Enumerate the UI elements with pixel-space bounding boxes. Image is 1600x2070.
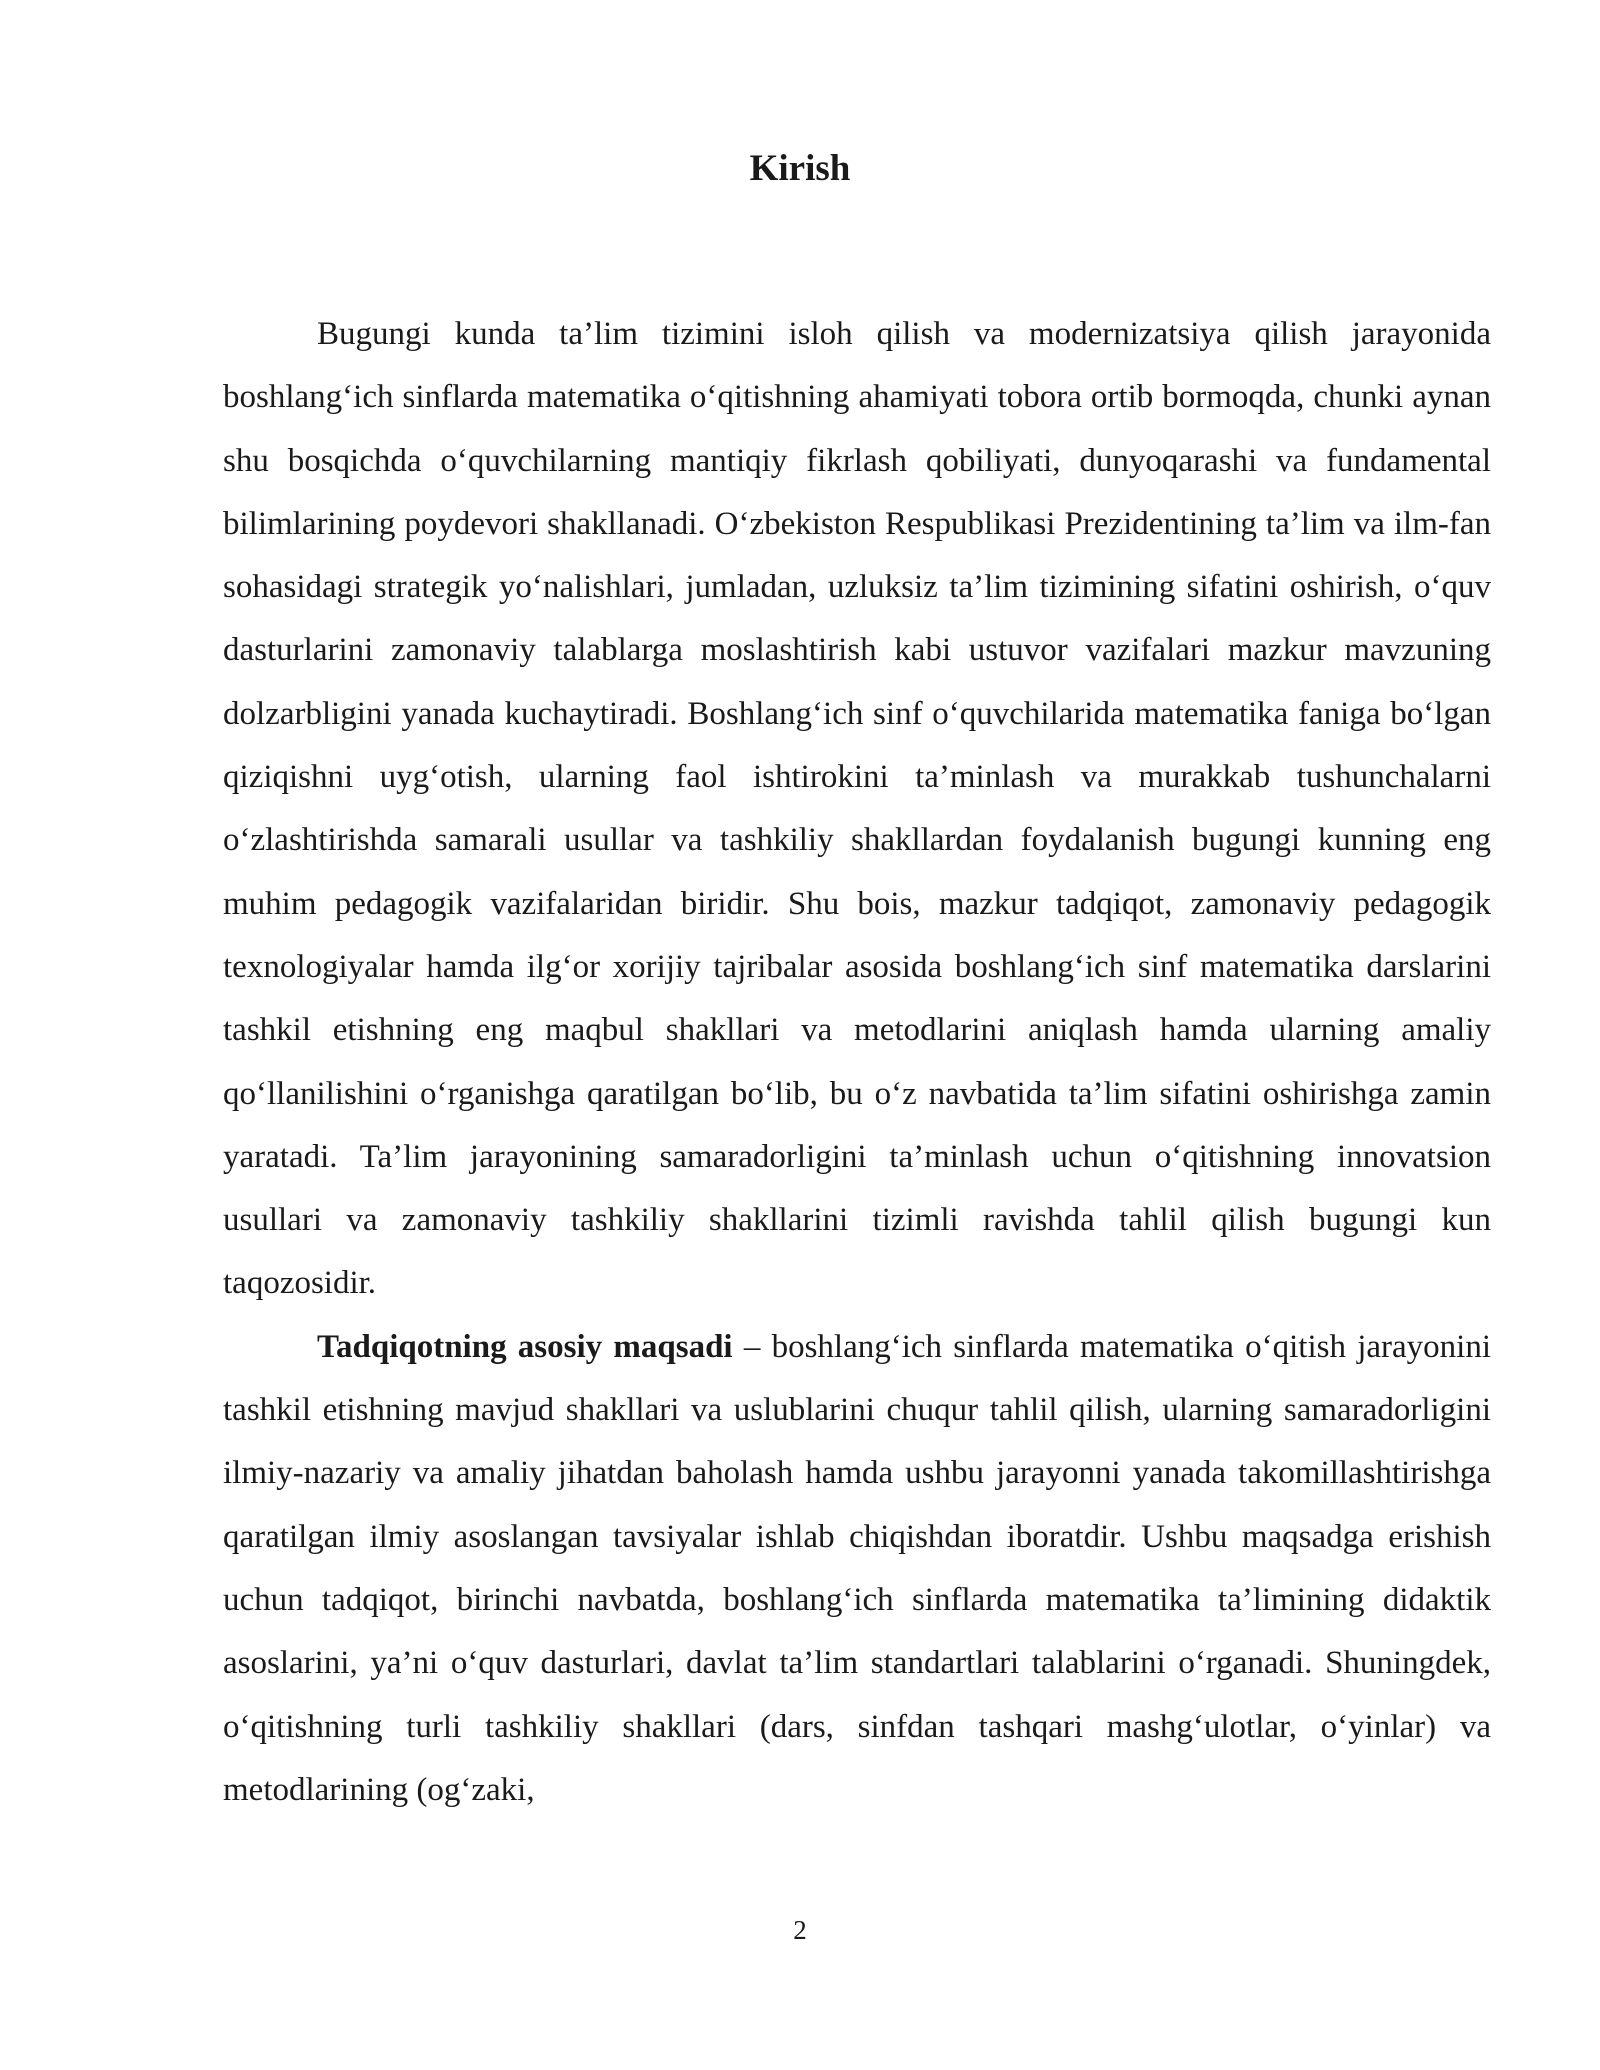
paragraph-lead-bold: Tadqiqotning asosiy maqsadi	[317, 1328, 733, 1365]
page-number: 2	[793, 1915, 807, 1945]
paragraph-research-goal	[223, 1316, 1491, 1822]
paragraph-text: – boshlang‘ich sinflarda matematika o‘qitish jarayonini tashkil etishning mavjud shakllari va uslublarini chuqur tahlil qilish, ularning samaradorligini ilmiy-nazariy va amaliy jihatdan baholash hamda ushbu jarayonni yanada takomillashtirishga qaratilgan ilmiy asoslangan tavsiyalar ishlab chiqishdan iboratdir. Ushbu maqsadga erishish uchun tadqiqot, birinchi navbatda, boshlang‘ich sinflarda matematika ta’limining didaktik asoslarini, ya’ni o‘quv dasturlari, davlat ta’lim standartlari talablarini o‘rganadi. Shuningdek, o‘qitishning turli tashkiliy shakllari (dars, sinfdan tashqari mashg‘ulotlar, o‘yinlar) va metodlarining (og‘zaki,	[223, 1328, 1491, 1808]
body-text	[223, 303, 1491, 1822]
page-title: Kirish	[749, 148, 851, 189]
paragraph-introduction	[223, 303, 1491, 1316]
paragraph-text: Bugungi kunda ta’lim tizimini isloh qilish va modernizatsiya qilish jarayonida boshlang‘ich sinflarda matematika o‘qitishning ahamiyati tobora ortib bormoqda, chunki aynan shu bosqichda o‘quvchilarning mantiqiy fikrlash qobiliyati, dunyoqarashi va fundamental bilimlarining poydevori shakllanadi. O‘zbekiston Respublikasi Prezidentining ta’lim va ilm-fan sohasidagi strategik yo‘nalishlari, jumladan, uzluksiz ta’lim tizimining sifatini oshirish, o‘quv dasturlarini zamonaviy talablarga moslashtirish kabi ustuvor vazifalari mazkur mavzuning dolzarbligini yanada kuchaytiradi. Boshlang‘ich sinf o‘quvchilarida matematika faniga bo‘lgan qiziqishni uyg‘otish, ularning faol ishtirokini ta’minlash va murakkab tushunchalarni o‘zlashtirishda samarali usullar va tashkiliy shakllardan foydalanish bugungi kunning eng muhim pedagogik vazifalaridan biridir. Shu bois, mazkur tadqiqot, zamonaviy pedagogik texnologiyalar hamda ilg‘or xorijiy tajribalar asosida boshlang‘ich sinf matematika darslarini tashkil etishning eng maqbul shakllari va metodlarini aniqlash hamda ularning amaliy qo‘llanilishini o‘rganishga qaratilgan bo‘lib, bu o‘z navbatida ta’lim sifatini oshirishga zamin yaratadi. Ta’lim jarayonining samaradorligini ta’minlash uchun o‘qitishning innovatsion usullari va zamonaviy tashkiliy shakllarini tizimli ravishda tahlil qilish bugungi kun taqozosidir.	[223, 316, 1491, 1302]
